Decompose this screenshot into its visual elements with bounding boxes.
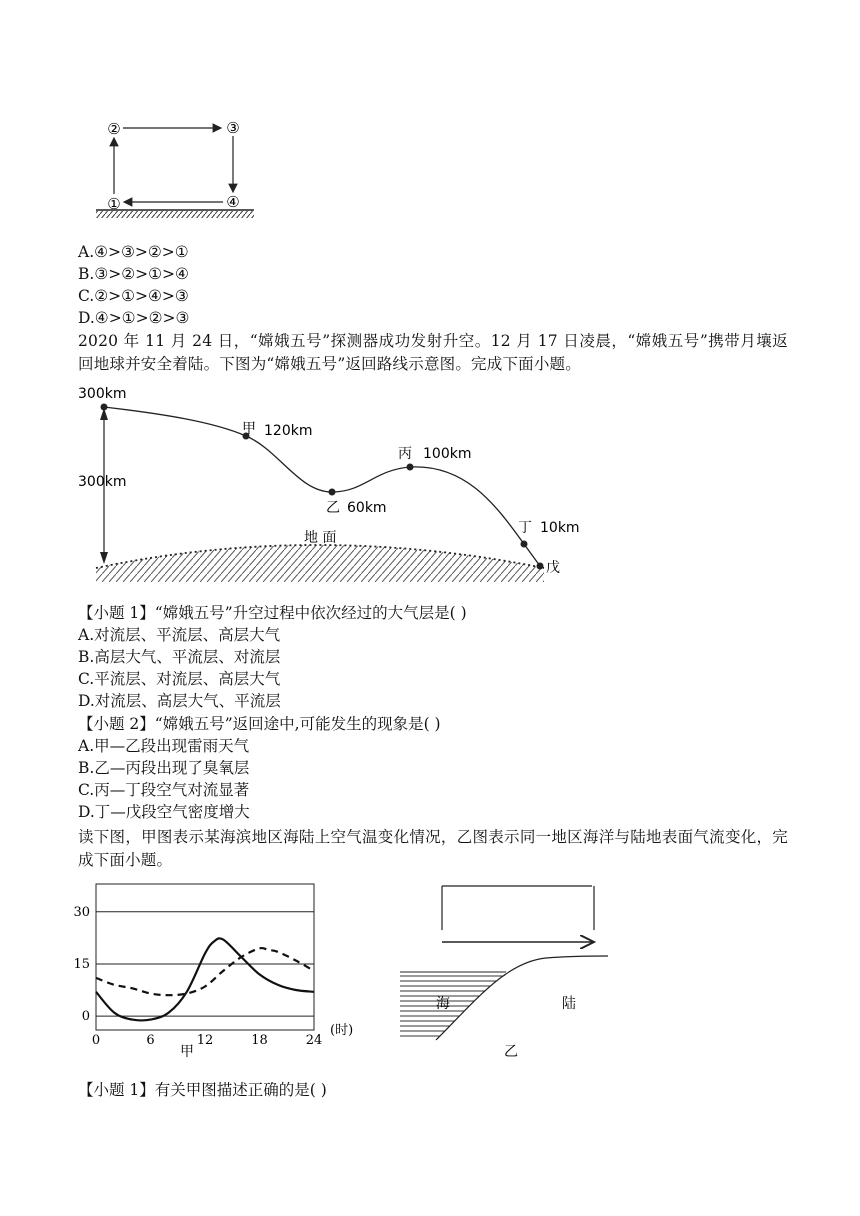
x-tick-label: 24 [305, 1033, 323, 1048]
q1-option-a: A.对流层、平流层、高层大气 [78, 626, 281, 644]
x-tick-label: 6 [146, 1033, 155, 1048]
y-tick-label: 30 [73, 904, 90, 920]
q2-option-d: D.丁—戊段空气密度增大 [78, 803, 250, 821]
intro-change5: 2020 年 11 月 24 日，“嫦娥五号”探测器成功发射升空。12 月 17 日凌晨，“嫦娥五号”携带月壤返回地球并安全着陆。下图为“嫦娥五号”返回路线示意图。完成下面小题。 [78, 332, 788, 373]
top-altitude-label: 300km [78, 386, 127, 402]
q2-option-c: C.丙—丁段空气对流显著 [78, 781, 250, 799]
x-axis-unit: (时) [330, 1023, 354, 1038]
option-d: D.④>①>②>③ [78, 309, 190, 327]
x-tick-label: 0 [91, 1033, 101, 1048]
q2-option-b: B.乙—丙段出现了臭氧层 [78, 759, 250, 777]
point-ding [521, 541, 528, 548]
height-label: 300km [78, 474, 127, 490]
point-yi [329, 489, 336, 496]
land-label: 陆 [562, 996, 576, 1012]
temperature-chart [74, 880, 374, 1060]
point-jia-alt: 120km [264, 423, 313, 439]
y-tick-label: 0 [81, 1009, 90, 1025]
sea-label: 海 [436, 996, 450, 1012]
chart-title: 甲 [180, 1044, 194, 1060]
node-label: ② [107, 120, 121, 138]
option-b: B.③>②>①>④ [78, 265, 189, 283]
option-a: A.④>③>②>① [78, 243, 189, 261]
node-label: ③ [226, 119, 240, 137]
sea-land-diagram [396, 880, 616, 1060]
ground-label: 地 面 [304, 530, 337, 546]
q2-stem: 【小题 2】“嫦娥五号”返回途中,可能发生的现象是( ) [78, 715, 441, 733]
point-jia-name: 甲 [242, 421, 256, 437]
q2-option-a: A.甲—乙段出现雷雨天气 [78, 737, 250, 755]
point-yi-alt: 60km [347, 500, 387, 516]
q1-option-d: D.对流层、高层大气、平流层 [78, 692, 281, 710]
point-wu [537, 563, 544, 570]
return-route-diagram [74, 382, 580, 584]
series-solid-line [96, 938, 314, 1020]
option-c: C.②>①>④>③ [78, 287, 189, 305]
y-tick-label: 15 [73, 956, 90, 972]
point-bing [407, 464, 414, 471]
x-tick-label: 12 [196, 1033, 214, 1048]
q1-option-b: B.高层大气、平流层、对流层 [78, 648, 281, 666]
point-wu-name: 戊 [546, 560, 560, 576]
point-ding-name: 丁 [518, 520, 532, 536]
q1-option-c: C.平流层、对流层、高层大气 [78, 670, 281, 688]
intro-sea-land: 读下图，甲图表示某海滨地区海陆上空气温变化情况，乙图表示同一地区海洋与陆地表面气流变化，完成下面小题。 [78, 828, 788, 869]
circulation-diagram [90, 112, 260, 224]
point-yi-name: 乙 [326, 500, 340, 516]
q1-stem: 【小题 1】“嫦娥五号”升空过程中依次经过的大气层是( ) [78, 604, 467, 622]
node-label: ④ [226, 193, 240, 211]
node-label: ① [107, 195, 121, 213]
land-surface [436, 956, 608, 1040]
x-tick-label: 18 [251, 1033, 268, 1048]
point-bing-alt: 100km [423, 446, 472, 462]
point-ding-alt: 10km [540, 520, 580, 536]
q3-stem: 【小题 1】有关甲图描述正确的是( ) [78, 1081, 327, 1099]
point-bing-name: 丙 [398, 446, 412, 462]
figure-title: 乙 [504, 1044, 518, 1060]
